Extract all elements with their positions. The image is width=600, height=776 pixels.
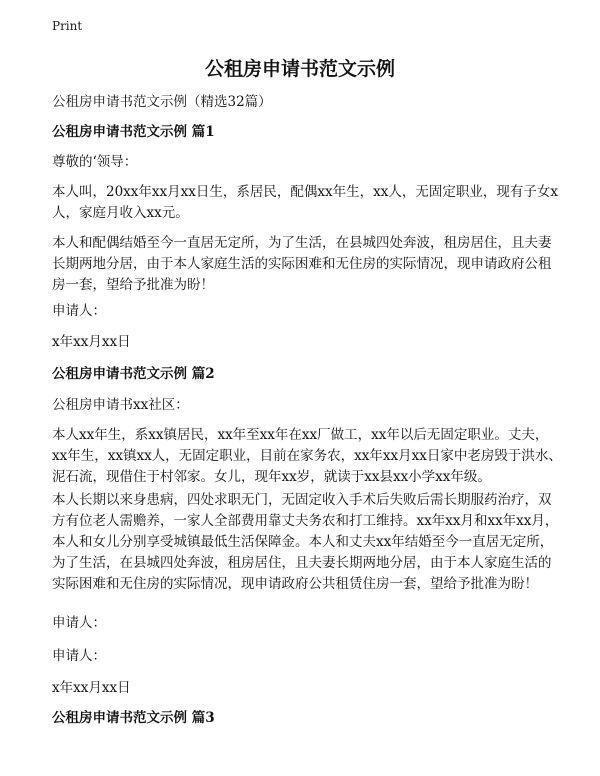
salutation: 公租房申请书xx社区：	[52, 397, 189, 413]
paragraph: 本人长期以来身患病，四处求职无门，无固定收入手术后失败后需长期服药治疗，双方有位老人需赡养，一家人全部费用靠丈夫务农和打工维持。xx年xx月和xx年xx月，本人和女儿分别享受城镇最低生活保障金。本人和丈夫xx年结婚至今一直居无定所，为了生活，在县城四处奔波，租房居住，且夫妻长期两地分居，由于本人家庭生活的实际困难和无住房的实际情况，现申请政府公共租赁住房一套，望给予批准为盼！	[52, 492, 559, 592]
salutation: 尊敬的‘领导：	[52, 154, 138, 170]
date-line: x年xx月xx日	[52, 680, 131, 696]
signature-line: 申请人：	[52, 648, 106, 664]
section-heading-3: 公租房申请书范文示例 篇3	[52, 710, 215, 726]
signature-line: 申请人：	[52, 303, 106, 319]
paragraph: 本人和配偶结婚至今一直居无定所，为了生活，在县城四处奔波，租房居住，且夫妻长期两地分居，由于本人家庭生活的实际困难和无住房的实际情况，现申请政府公租房一套，望给予批准为盼！	[52, 235, 552, 293]
section-heading-2: 公租房申请书范文示例 篇2	[52, 366, 215, 382]
print-link[interactable]: Print	[52, 19, 83, 33]
date-line: x年xx月xx日	[52, 334, 131, 350]
paragraph: 本人叫，20xx年xx月xx日生，系居民，配偶xx年生，xx人，无固定职业，现有子女x人，家庭月收入xx元。	[52, 184, 558, 221]
intro-line: 公租房申请书范文示例（精选32篇）	[52, 94, 272, 110]
document-title: 公租房申请书范文示例	[204, 58, 395, 80]
signature-line: 申请人：	[52, 615, 106, 631]
section-heading-1: 公租房申请书范文示例 篇1	[52, 124, 215, 140]
paragraph: 本人xx年生，系xx镇居民，xx年至xx年在xx厂做工，xx年以后无固定职业。丈夫，xx年生，xx镇xx人，无固定职业，目前在家务农，xx年xx月xx日家中老房毁于洪水、泥石流，现借住于村邻家。女儿，现年xx岁，就读于xx县xx小学xx年级。	[52, 427, 562, 485]
